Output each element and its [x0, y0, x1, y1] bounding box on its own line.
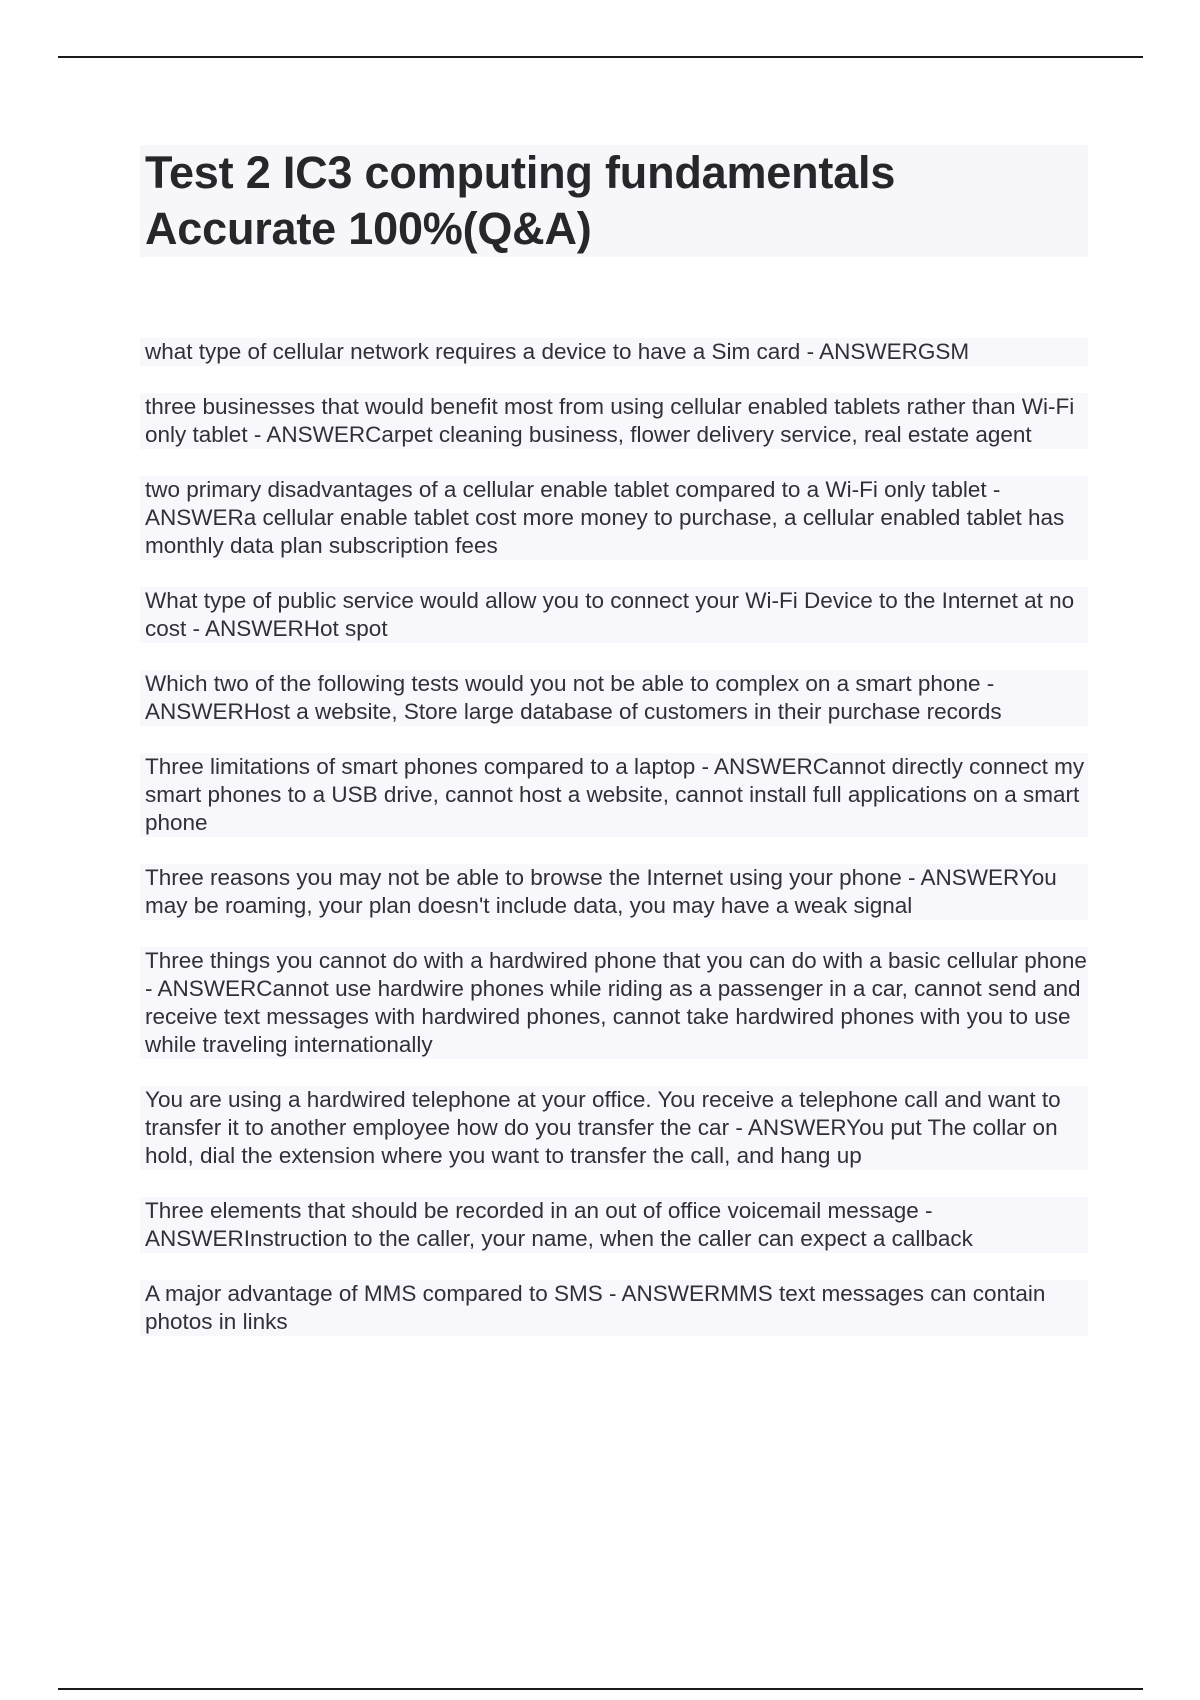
document-title: [140, 145, 1088, 257]
qa-item-4: What type of public service would allow you to connect your Wi-Fi Device to the Internet at no cost - ANSWERHot spot: [140, 587, 1088, 643]
qa-item-11: A major advantage of MMS compared to SMS - ANSWERMMS text messages can contain photos in links: [140, 1280, 1088, 1336]
title-line-1: Test 2 IC3 computing fundamentals: [145, 147, 896, 198]
footer-rule: [58, 1688, 1143, 1690]
qa-item-3: two primary disadvantages of a cellular enable tablet compared to a Wi-Fi only tablet - ANSWERa cellular enable tablet cost more money to purchase, a cellular enabled tablet has monthly data plan subscription fees: [140, 476, 1088, 560]
qa-list: [140, 338, 1088, 1363]
qa-item-7: Three reasons you may not be able to browse the Internet using your phone - ANSWERYou may be roaming, your plan doesn't include data, you may have a weak signal: [140, 864, 1088, 920]
header-rule: [58, 56, 1143, 58]
qa-item-5: Which two of the following tests would you not be able to complex on a smart phone - ANSWERHost a website, Store large database of customers in their purchase records: [140, 670, 1088, 726]
qa-item-1: what type of cellular network requires a device to have a Sim card - ANSWERGSM: [140, 338, 1088, 366]
title-line-2: Accurate 100%(Q&A): [145, 203, 592, 254]
qa-item-9: You are using a hardwired telephone at your office. You receive a telephone call and want to transfer it to another employee how do you transfer the car - ANSWERYou put The collar on hold, dial the extension where you want to transfer the call, and hang up: [140, 1086, 1088, 1170]
qa-item-10: Three elements that should be recorded in an out of office voicemail message - ANSWERInstruction to the caller, your name, when the caller can expect a callback: [140, 1197, 1088, 1253]
qa-item-8: Three things you cannot do with a hardwired phone that you can do with a basic cellular phone - ANSWERCannot use hardwire phones while riding as a passenger in a car, cannot send and receive text messages with hardwired phones, cannot take hardwired phones with you to use while traveling internationally: [140, 947, 1088, 1059]
qa-item-2: three businesses that would benefit most from using cellular enabled tablets rather than Wi-Fi only tablet - ANSWERCarpet cleaning business, flower delivery service, real estate agent: [140, 393, 1088, 449]
title-block: [140, 145, 1088, 257]
qa-item-6: Three limitations of smart phones compared to a laptop - ANSWERCannot directly connect my smart phones to a USB drive, cannot host a website, cannot install full applications on a smart phone: [140, 753, 1088, 837]
